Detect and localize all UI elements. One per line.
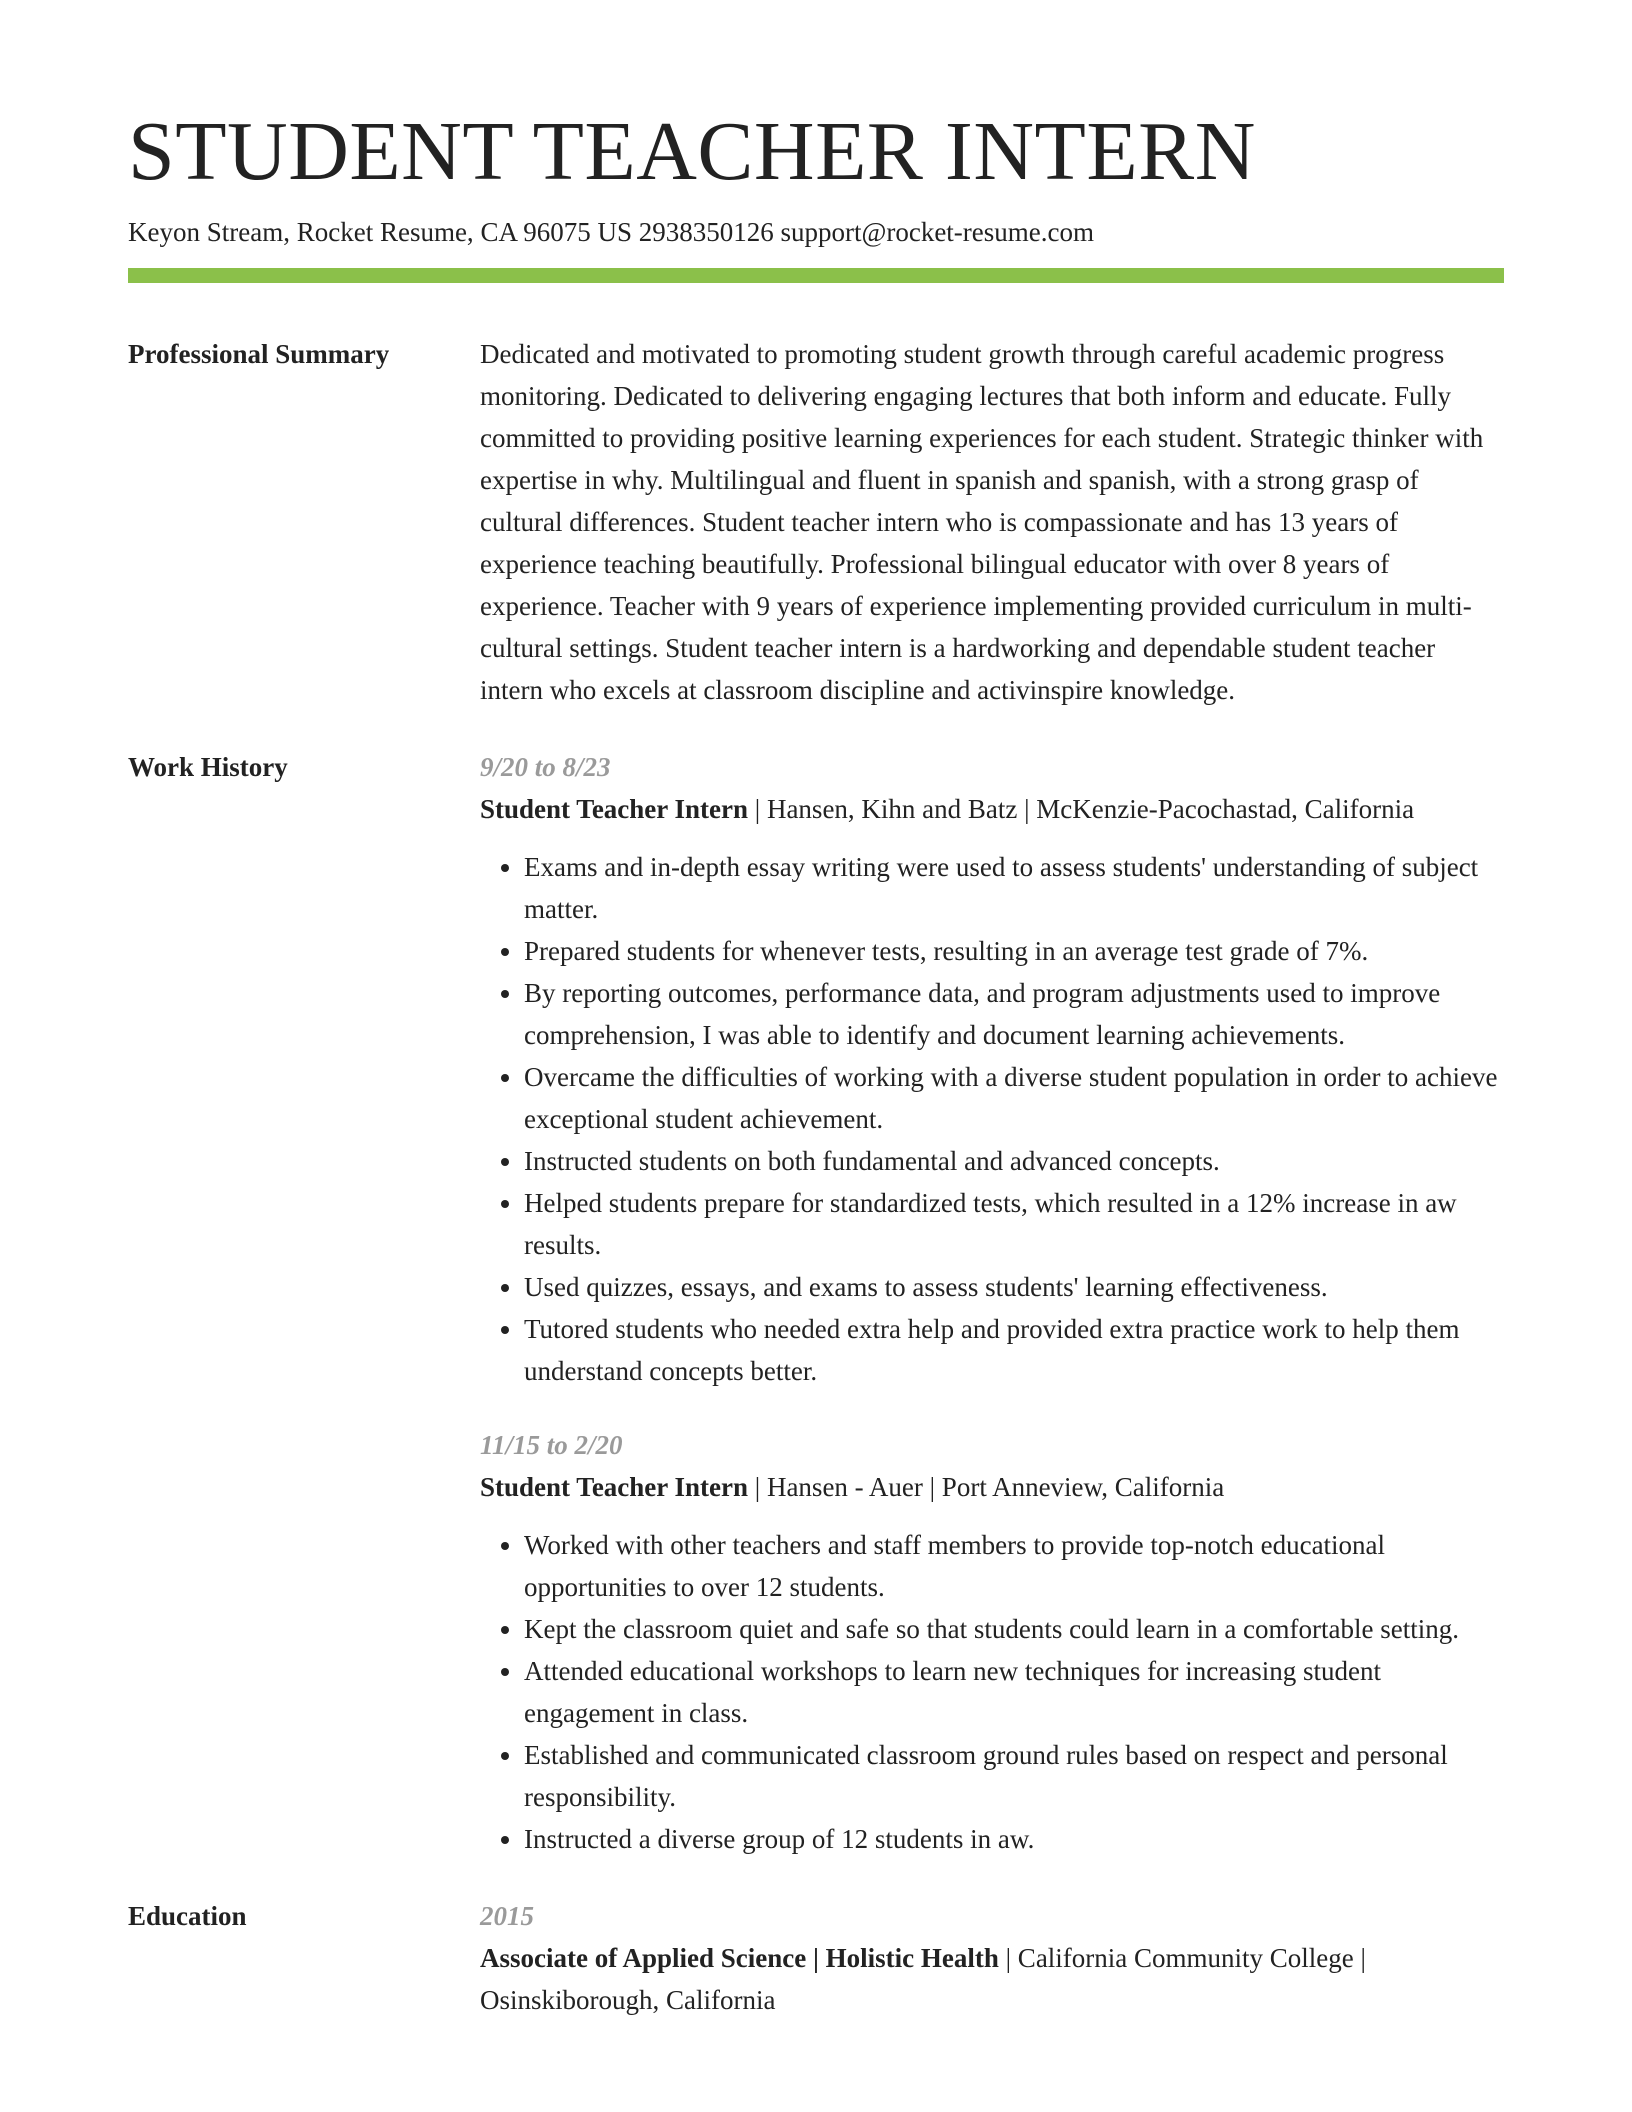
job-dates: 9/20 to 8/23 bbox=[480, 752, 611, 783]
resume-title: STUDENT TEACHER INTERN bbox=[128, 105, 1256, 198]
job-bullet: • Prepared students for whenever tests, resulting in an average test grade of 7%. bbox=[524, 930, 1504, 972]
job-bullet: • Kept the classroom quiet and safe so that students could learn in a comfortable setting. bbox=[524, 1608, 1504, 1650]
education-section bbox=[128, 1895, 1504, 2021]
job-bullet: • Used quizzes, essays, and exams to assess students' learning effectiveness. bbox=[524, 1266, 1504, 1308]
resume-page bbox=[128, 105, 1504, 2021]
summary-text: Dedicated and motivated to promoting student growth through careful academic progress monitoring. Dedicated to delivering engaging lectures that both inform and educate. Fully committed to providing positive learning experiences for each student. Strategic thinker with expertise in why. Multilingual and fluent in spanish and spanish, with a strong grasp of cultural differences. Student teacher intern who is compassionate and has 13 years of experience teaching beautifully. Professional bilingual educator with over 8 years of experience. Teacher with 9 years of experience implementing provided curriculum in multi-cultural settings. Student teacher intern is a hardworking and dependable student teacher intern who excels at classroom discipline and activinspire knowledge. bbox=[480, 339, 1484, 706]
job-bullet: • Overcame the difficulties of working with a diverse student population in order to achieve exceptional student achievement. bbox=[524, 1056, 1504, 1140]
education-entry bbox=[480, 1937, 1504, 2021]
contact-line bbox=[128, 216, 1504, 248]
job-bullet: • Instructed a diverse group of 12 students in aw. bbox=[524, 1818, 1504, 1860]
section-heading-education: Education bbox=[128, 1901, 247, 1932]
job-details: | Hansen - Auer | Port Anneview, California bbox=[748, 1472, 1225, 1503]
job-bullet: • Worked with other teachers and staff members to provide top-notch educational opportunities to over 12 students. bbox=[524, 1524, 1504, 1608]
contact-phone: 2938350126 bbox=[638, 217, 774, 247]
job-bullet: • Exams and in-depth essay writing were used to assess students' understanding of subject matter. bbox=[524, 846, 1504, 930]
job-bullets bbox=[480, 1524, 1504, 1860]
contact-name: Keyon Stream, bbox=[128, 217, 290, 247]
accent-divider bbox=[128, 268, 1504, 283]
job-title: Student Teacher Intern bbox=[480, 794, 749, 825]
job-entry bbox=[480, 746, 1504, 1392]
contact-city: Rocket Resume, bbox=[296, 217, 474, 247]
job-list bbox=[480, 746, 1504, 1860]
job-bullet: • By reporting outcomes, performance data, and program adjustments used to improve comprehension, I was able to identify and document learning achievements. bbox=[524, 972, 1504, 1056]
work-history-section bbox=[128, 746, 1504, 1860]
job-bullets bbox=[480, 846, 1504, 1392]
job-bullet: • Established and communicated classroom ground rules based on respect and personal responsibility. bbox=[524, 1734, 1504, 1818]
contact-region: CA 96075 US bbox=[480, 217, 632, 247]
section-heading-work: Work History bbox=[128, 752, 288, 783]
job-bullet: • Helped students prepare for standardized tests, which resulted in a 12% increase in aw results. bbox=[524, 1182, 1504, 1266]
contact-email[interactable]: support@rocket-resume.com bbox=[780, 217, 1095, 247]
education-year: 2015 bbox=[480, 1901, 534, 1932]
degree-title: Associate of Applied Science | Holistic Health bbox=[480, 1943, 999, 1974]
section-heading-summary: Professional Summary bbox=[128, 339, 390, 370]
job-header bbox=[480, 1466, 1504, 1508]
job-bullet: • Tutored students who needed extra help and provided extra practice work to help them understand concepts better. bbox=[524, 1308, 1504, 1392]
job-title: Student Teacher Intern bbox=[480, 1472, 749, 1503]
job-bullet: • Attended educational workshops to learn new techniques for increasing student engagement in class. bbox=[524, 1650, 1504, 1734]
education-details: | California Community College | Osinskiborough, California bbox=[480, 1943, 1366, 2016]
job-details: | Hansen, Kihn and Batz | McKenzie-Pacochastad, California bbox=[748, 794, 1415, 825]
job-entry bbox=[480, 1424, 1504, 1860]
professional-summary-section bbox=[128, 333, 1504, 711]
job-bullet: • Instructed students on both fundamental and advanced concepts. bbox=[524, 1140, 1504, 1182]
job-dates: 11/15 to 2/20 bbox=[480, 1430, 623, 1461]
job-header bbox=[480, 788, 1504, 830]
